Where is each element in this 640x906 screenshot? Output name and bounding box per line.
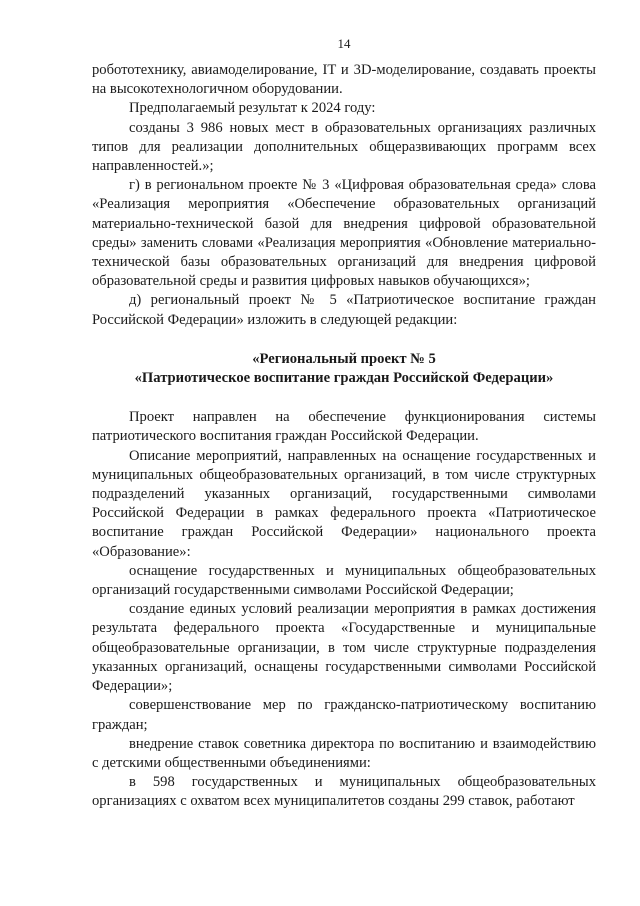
paragraph: робототехнику, авиамоделирование, IT и 3D-моделирование, создавать проекты на высокотехнологичном оборудовании. — [92, 62, 596, 98]
paragraph: д) региональный проект № 5 «Патриотическое воспитание граждан Российской Федерации» изложить в следующей редакции: — [92, 292, 596, 328]
document-body-top — [92, 61, 596, 330]
paragraph: Проект направлен на обеспечение функционирования системы патриотического воспитания граждан Российской Федерации. — [92, 409, 596, 445]
paragraph: совершенствование мер по гражданско-патриотическому воспитанию граждан; — [92, 697, 596, 733]
paragraph: в 598 государственных и муниципальных общеобразовательных организациях с охватом всех муниципалитетов созданы 299 ставок, работают — [92, 774, 596, 810]
section-heading — [92, 350, 596, 388]
paragraph: Предполагаемый результат к 2024 году: — [129, 100, 376, 117]
document-page — [92, 34, 596, 812]
page-number: 14 — [337, 36, 351, 51]
heading-line-2: «Патриотическое воспитание граждан Российской Федерации» — [134, 370, 554, 387]
paragraph: внедрение ставок советника директора по воспитанию и взаимодействию с детскими общественными объединениями: — [92, 735, 596, 771]
paragraph: оснащение государственных и муниципальных общеобразовательных организаций государственными символами Российской Федерации; — [92, 562, 596, 599]
heading-line-1: «Региональный проект № 5 — [252, 350, 436, 367]
document-body-bottom — [92, 408, 596, 811]
paragraph: созданы 3 986 новых мест в образовательных организациях различных типов для реализации дополнительных общеразвивающих программ всех направленностей.»; — [92, 119, 596, 175]
paragraph: г) в региональном проекте № 3 «Цифровая образовательная среда» слова «Реализация мероприятия «Обеспечение образовательных организаций материально-технической базой для внедрения цифровой образовательной среды» заменить словами «Реализация мероприятия «Обновление материально-технической базы образовательных организаций для внедрения цифровой образовательной среды и развития цифровых навыков обучающихся»; — [92, 177, 596, 290]
paragraph: Описание мероприятий, направленных на оснащение государственных и муниципальных общеобразовательных организаций, в том числе структурных подразделений указанных организаций, государственными символами Российской Федерации в рамках федерального проекта «Патриотическое воспитание граждан Российской Федерации» национального проекта «Образование»: — [92, 447, 596, 560]
paragraph: создание единых условий реализации мероприятия в рамках достижения результата федерального проекта «Государственные и муниципальные общеобразовательные организации, в том числе структурные подразделения указанных организаций, оснащены государственными символами Российской Федерации»; — [92, 601, 596, 695]
